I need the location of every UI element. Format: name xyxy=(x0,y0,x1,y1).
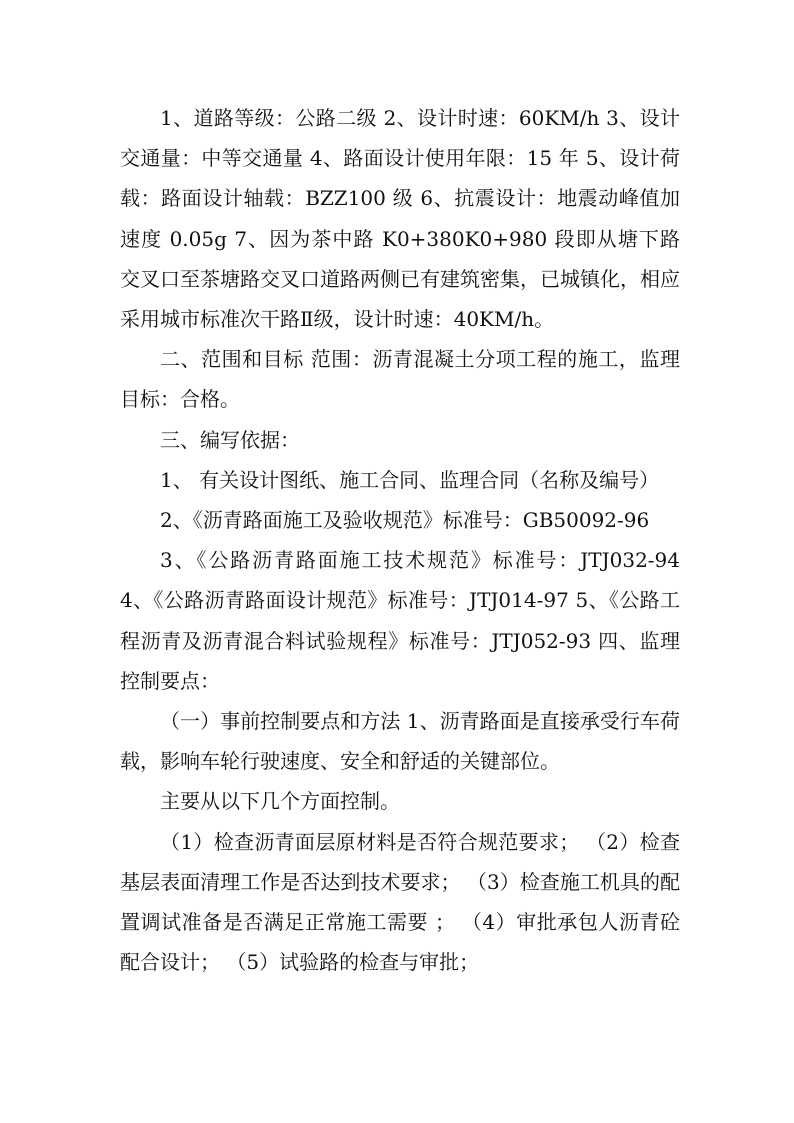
paragraph-control-checklist: （1）检查沥青面层原材料是否符合规范要求； （2）检查基层表面清理工作是否达到技术要求； （3）检查施工机具的配置调试准备是否满足正常施工需要 ； （4）审批承包人沥青砼配合设计； （5）试验路的检查与审批； xyxy=(120,829,680,975)
paragraph-basis-heading: 三、编写依据： xyxy=(160,427,300,452)
paragraph-basis-item-2: 2、《沥青路面施工及验收规范》标准号：GB50092-96 xyxy=(160,508,650,533)
paragraph-basis-item-1: 1、 有关设计图纸、施工合同、监理合同（名称及编号） xyxy=(160,467,660,492)
paragraph-control-aspects: 主要从以下几个方面控制。 xyxy=(160,789,400,814)
paragraph-pre-control: （一）事前控制要点和方法 1、沥青路面是直接承受行车荷载，影响车轮行驶速度、安全和舒适的关键部位。 xyxy=(120,709,680,774)
document-body xyxy=(120,98,680,982)
paragraph-scope-and-goals: 二、范围和目标 范围：沥青混凝土分项工程的施工，监理目标：合格。 xyxy=(120,347,680,412)
paragraph-basis-items-3-5: 3、《公路沥青路面施工技术规范》标准号：JTJ032-94 4、《公路沥青路面设计规范》标准号：JTJ014-97 5、《公路工程沥青及沥青混合料试验规程》标准号：JTJ052-93 四、监理控制要点： xyxy=(120,548,680,693)
paragraph-design-standards: 1、道路等级：公路二级 2、设计时速：60KM/h 3、设计交通量：中等交通量 4、路面设计使用年限：15 年 5、设计荷载：路面设计轴载：BZZ100 级 6、抗震设计：地震动峰值加速度 0.05g 7、因为茶中路 K0+380K0+980 段即从塘下路交叉口至茶塘路交叉口道路两侧已有建筑密集，已城镇化，相应采用城市标准次干路Ⅱ级，设计时速：40KM/h。 xyxy=(120,106,680,332)
